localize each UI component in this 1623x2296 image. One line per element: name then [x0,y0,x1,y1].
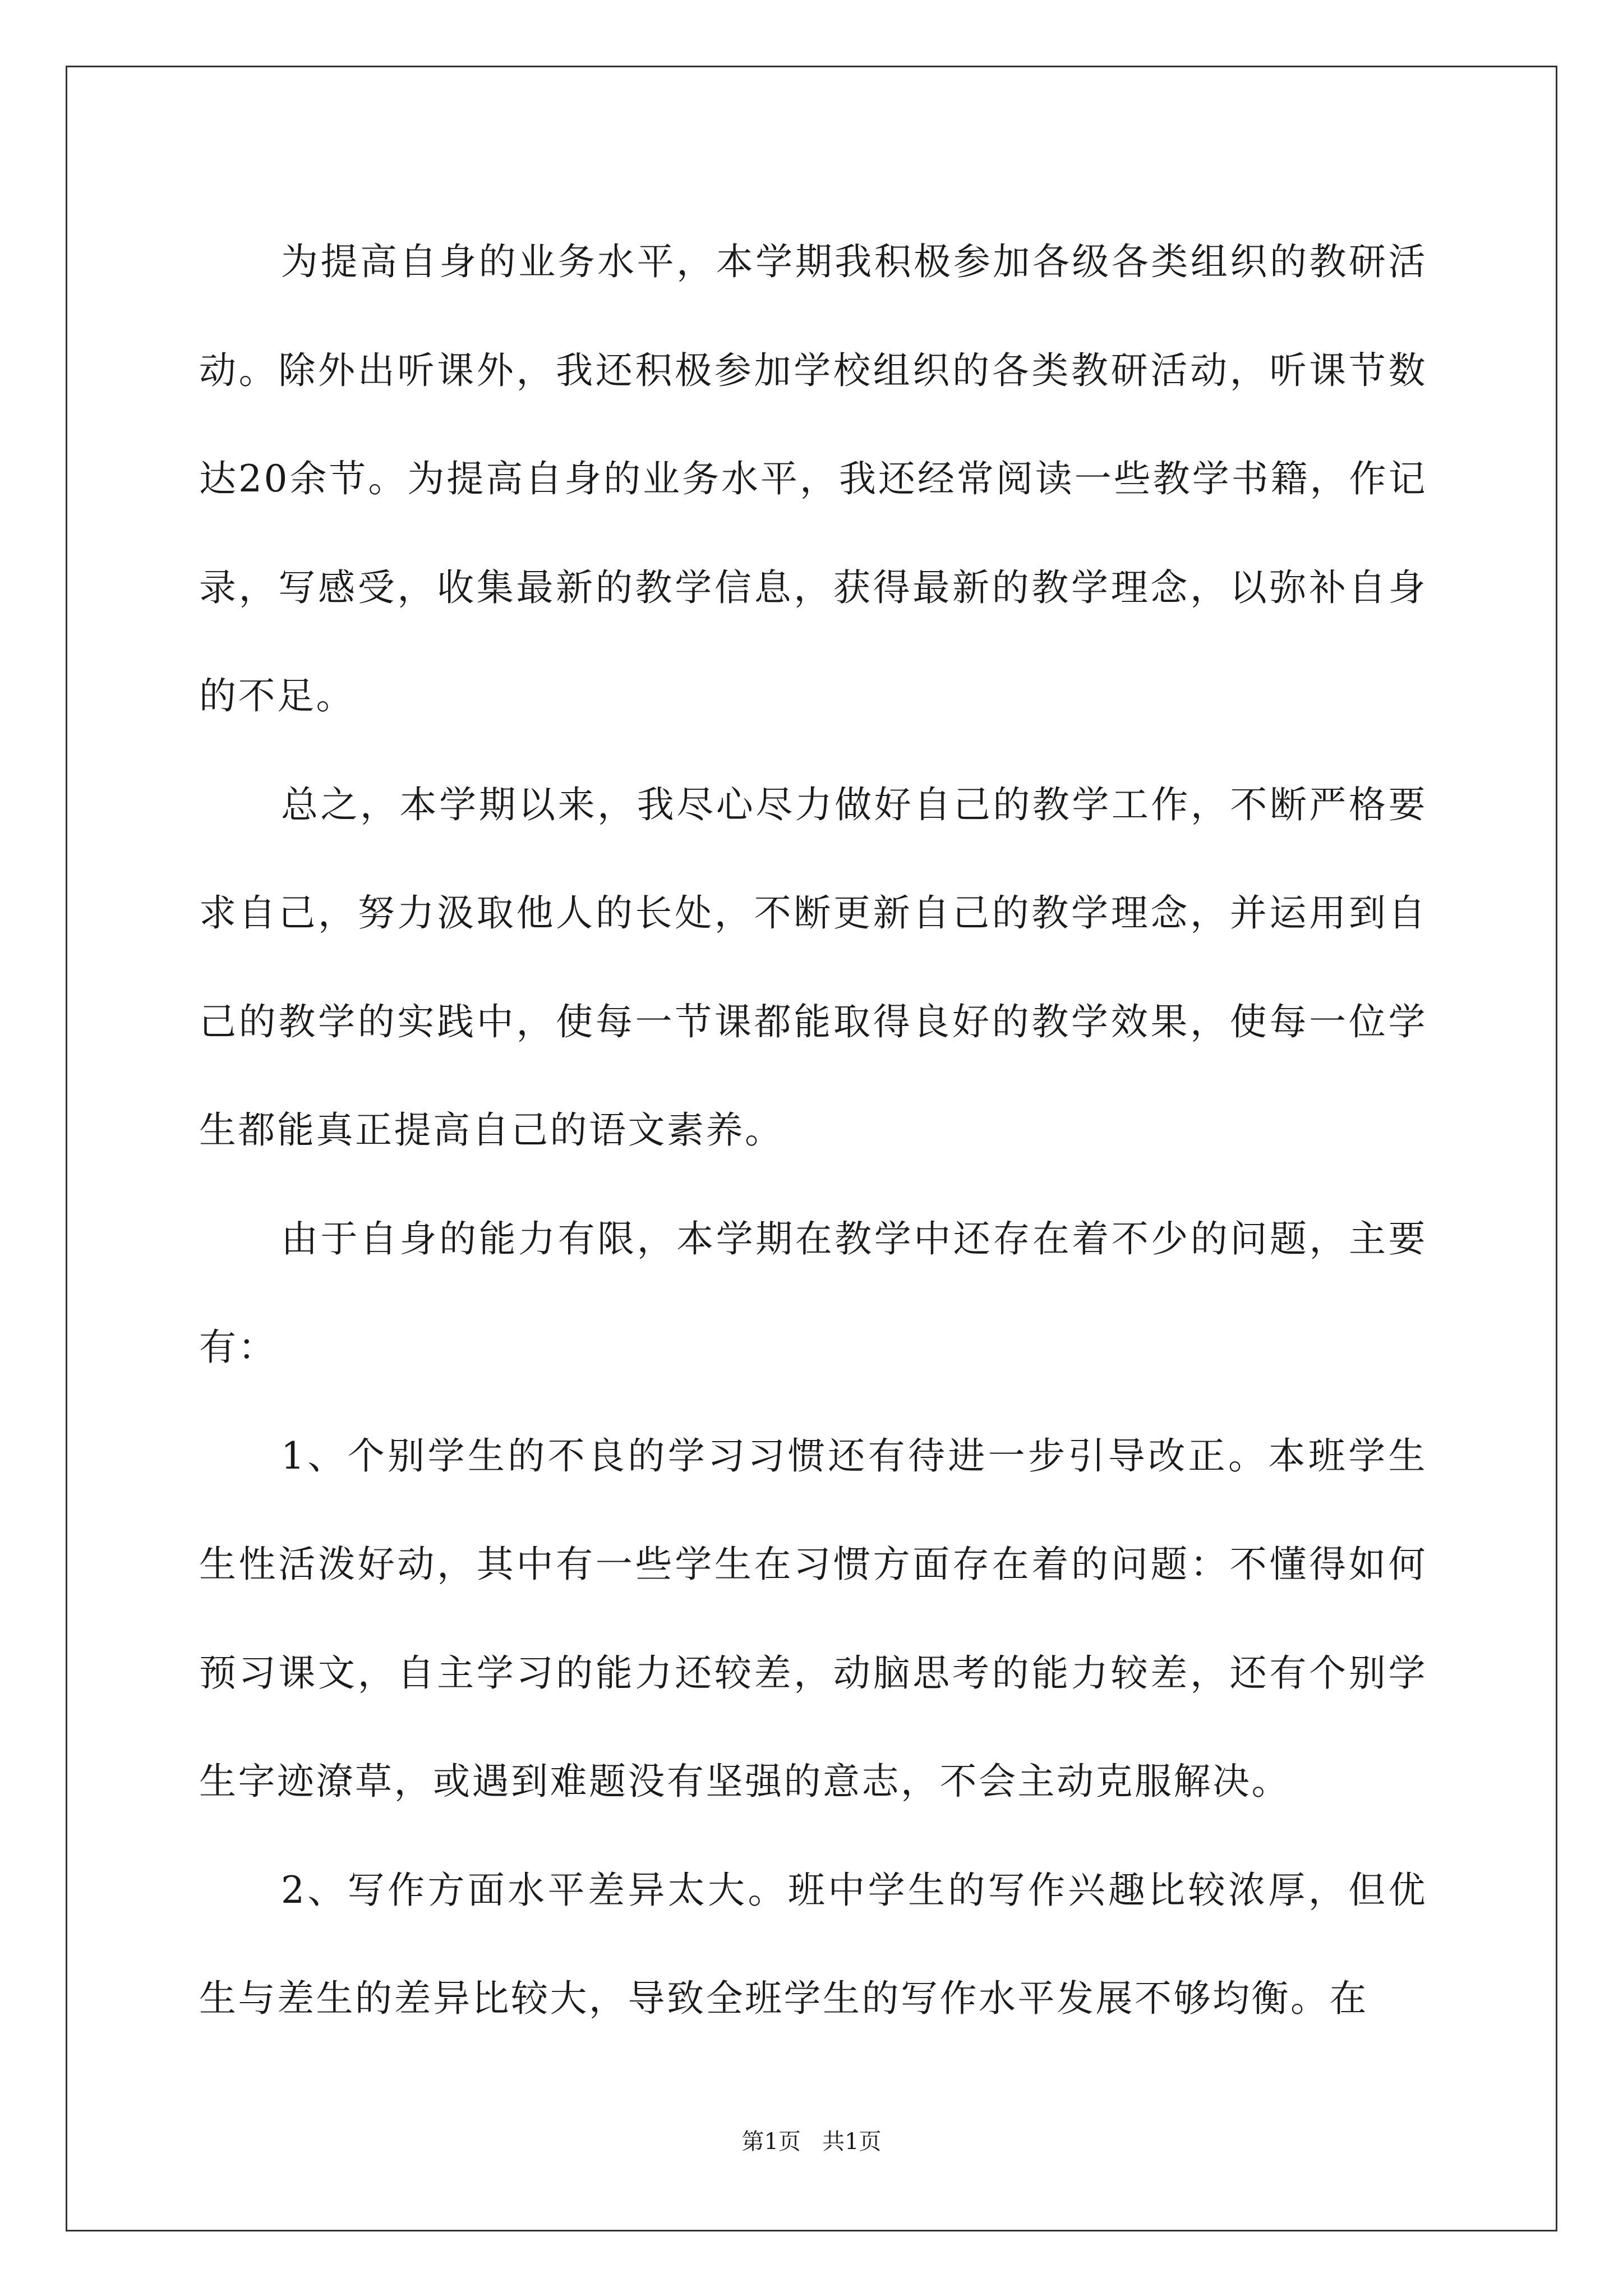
paragraph: 由于自身的能力有限，本学期在教学中还存在着不少的问题，主要有： [199,1217,1427,1369]
page-footer [0,2124,1623,2156]
paragraph: 1、个别学生的不良的学习习惯还有待进一步引导改正。本班学生生性活泼好动，其中有一些学生在习惯方面存在着的问题：不懂得如何预习课文，自主学习的能力还较差，动脑思考的能力较差，还有个别学生字迹潦草，或遇到难题没有坚强的意志，不会主动克服解决。 [199,1434,1427,1803]
paragraph: 为提高自身的业务水平，本学期我积极参加各级各类组织的教研活动。除外出听课外，我还积极参加学校组织的各类教研活动，听课节数达20余节。为提高自身的业务水平，我还经常阅读一些教学书籍，作记录，写感受，收集最新的教学信息，获得最新的教学理念，以弥补自身的不足。 [199,240,1427,717]
document-body [199,208,1427,2053]
page-total: 共1页 [822,2129,882,2155]
paragraph: 总之，本学期以来，我尽心尽力做好自己的教学工作，不断严格要求自己，努力汲取他人的长处，不断更新自己的教学理念，并运用到自己的教学的实践中，使每一节课都能取得良好的教学效果，使每一位学生都能真正提高自己的语文素养。 [199,783,1427,1152]
page-number: 第1页 [741,2129,801,2155]
paragraph: 2、写作方面水平差异太大。班中学生的写作兴趣比较浓厚，但优生与差生的差异比较大，导致全班学生的写作水平发展不够均衡。在 [199,1868,1427,2020]
